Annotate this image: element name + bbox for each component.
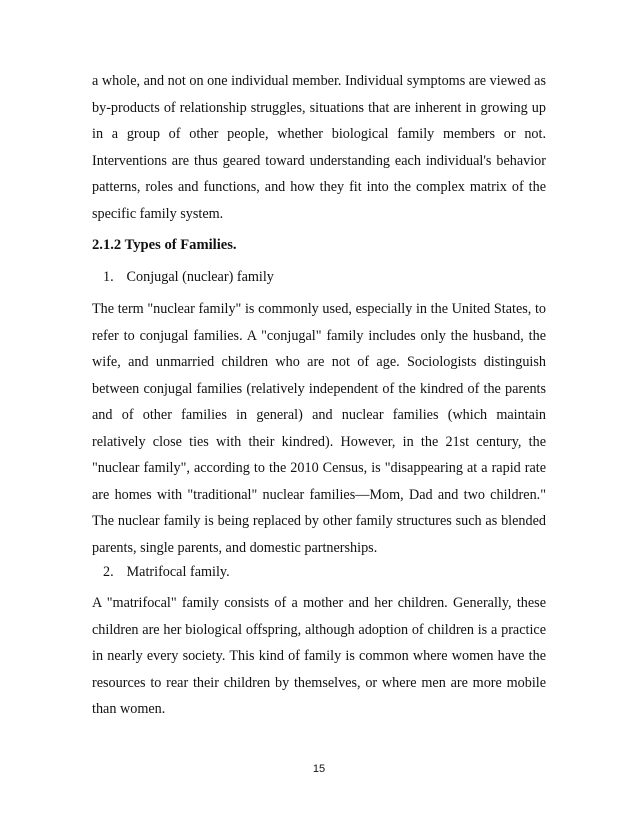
list-item-number: 1. — [103, 269, 114, 285]
body-paragraph: The term "nuclear family" is commonly used, especially in the United States, to refer to conjugal families. A "conjugal" family includes only the husband, the wife, and unmarried children who are not of age. Sociologists distinguish between conjugal families (relatively independent of the kindred of the parents and of other families in general) and nuclear families (which maintain relatively close ties with their kindred). However, in the 21st century, the "nuclear family", according to the 2010 Census, is "disappearing at a rapid rate are homes with "traditional" nuclear families—Mom, Dad and two children." The nuclear family is being replaced by other family structures such as blended parents, single parents, and domestic partnerships. — [92, 301, 546, 556]
list-item-label: Matrifocal family. — [126, 564, 230, 580]
list-item — [103, 267, 543, 287]
list-item-number: 2. — [103, 564, 114, 580]
body-paragraph: a whole, and not on one individual member. Individual symptoms are viewed as by-products of relationship struggles, situations that are inherent in growing up in a group of other people, whether biological family members or not. Interventions are thus geared toward understanding each individual's behavior patterns, roles and functions, and how they fit into the complex matrix of the specific family system. — [92, 73, 546, 222]
list-item — [103, 562, 543, 582]
list-item-label: Conjugal (nuclear) family — [126, 269, 274, 285]
body-paragraph: A "matrifocal" family consists of a mother and her children. Generally, these children are her biological offspring, although adoption of children is a practice in nearly every society. This kind of family is common where women have the resources to rear their children by themselves, or where men are more mobile than women. — [92, 595, 546, 717]
page-number: 15 — [312, 763, 326, 775]
section-heading: 2.1.2 Types of Families. — [92, 237, 237, 253]
